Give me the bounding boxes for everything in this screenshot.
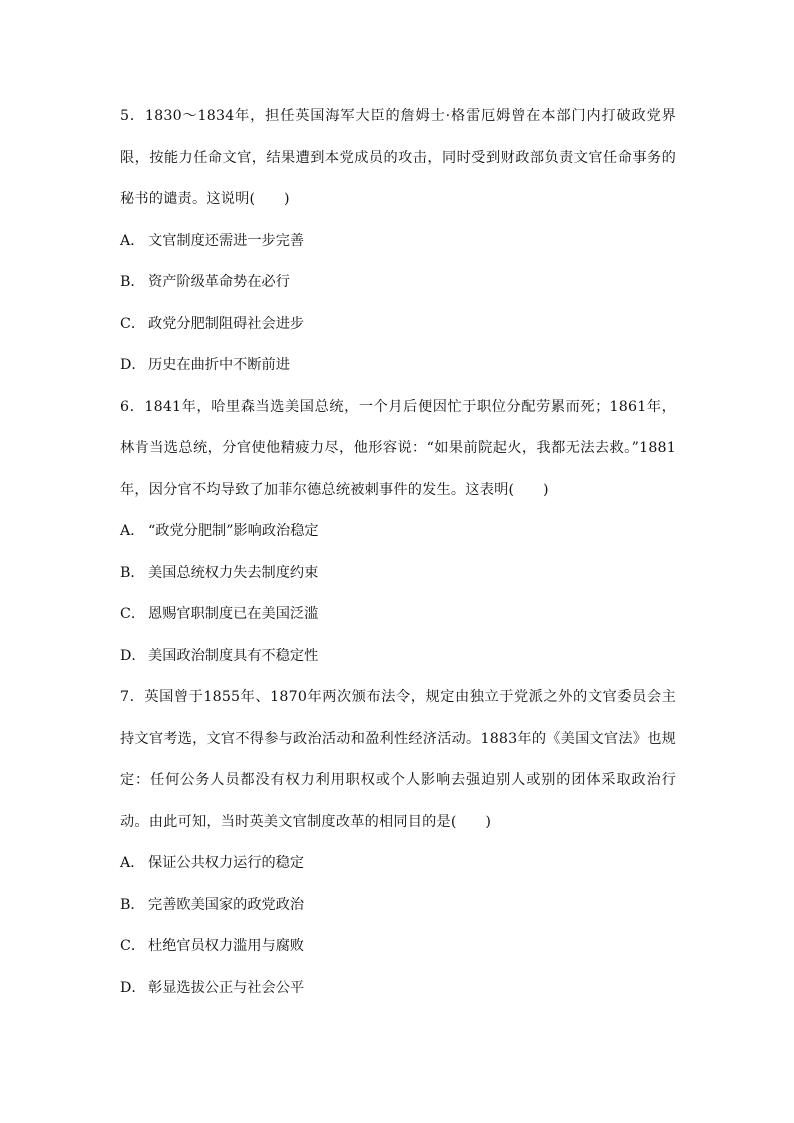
option-letter: A． (120, 232, 145, 249)
option-d (120, 636, 676, 678)
option-b (120, 885, 676, 927)
option-a (120, 843, 676, 885)
option-text: 资产阶级革命势在必行 (148, 274, 290, 290)
option-c (120, 594, 676, 636)
question-stem: 6．1841年，哈里森当选美国总统，一个月后便因忙于职位分配劳累而死；1861年，林肯当选总统，分官使他精疲力尽，他形容说：“如果前院起火，我都无法去救。”1881年，因分官不均导致了加菲尔德总统被刺事件的发生。这表明( ) (120, 398, 676, 498)
option-letter: D． (120, 979, 146, 996)
option-text: 恩赐官职制度已在美国泛滥 (148, 606, 319, 622)
question-7 (120, 677, 676, 1009)
option-a (120, 221, 676, 263)
option-c (120, 304, 676, 346)
option-letter: B． (120, 896, 145, 913)
option-letter: B． (120, 274, 145, 290)
option-letter: C． (120, 938, 146, 954)
question-stem: 7．英国曾于1855年、1870年两次颁布法令，规定由独立于党派之外的文官委员会主持文官考选，文官不得参与政治活动和盈利性经济活动。1883年的《美国文官法》也规定：任何公务人员都没有权力利用职权或个人影响去强迫别人或别的团体采取政治行动。由此可知，当时英美文官制度改革的相同目的是( ) (120, 689, 676, 830)
option-text: 保证公共权力运行的稳定 (148, 855, 305, 871)
question-6 (120, 387, 676, 678)
option-letter: A． (120, 523, 145, 539)
option-letter: D． (120, 647, 146, 664)
question-5 (120, 96, 676, 387)
option-letter: A． (120, 855, 145, 871)
option-d (120, 345, 676, 387)
option-text: 文官制度还需进一步完善 (148, 232, 305, 249)
option-text: 彰显选拔公正与社会公平 (148, 979, 305, 996)
document-page (120, 96, 676, 1009)
option-d (120, 968, 676, 1010)
option-letter: C． (120, 606, 146, 622)
option-text: “政党分肥制”影响政治稳定 (148, 523, 319, 539)
option-c (120, 926, 676, 968)
option-letter: C． (120, 315, 146, 332)
option-letter: B． (120, 564, 145, 581)
option-text: 杜绝官员权力滥用与腐败 (148, 938, 305, 954)
question-stem: 5．1830～1834年，担任英国海军大臣的詹姆士·格雷厄姆曾在本部门内打破政党界限，按能力任命文官，结果遭到本党成员的攻击，同时受到财政部负责文官任命事务的秘书的谴责。这说明( ) (120, 108, 676, 207)
option-b (120, 262, 676, 304)
option-text: 美国总统权力失去制度约束 (148, 564, 319, 581)
option-a (120, 511, 676, 553)
option-text: 历史在曲折中不断前进 (148, 357, 290, 373)
option-text: 美国政治制度具有不稳定性 (148, 647, 319, 664)
option-text: 完善欧美国家的政党政治 (148, 896, 305, 913)
option-b (120, 553, 676, 595)
option-letter: D． (120, 357, 146, 373)
option-text: 政党分肥制阻碍社会进步 (148, 315, 305, 332)
